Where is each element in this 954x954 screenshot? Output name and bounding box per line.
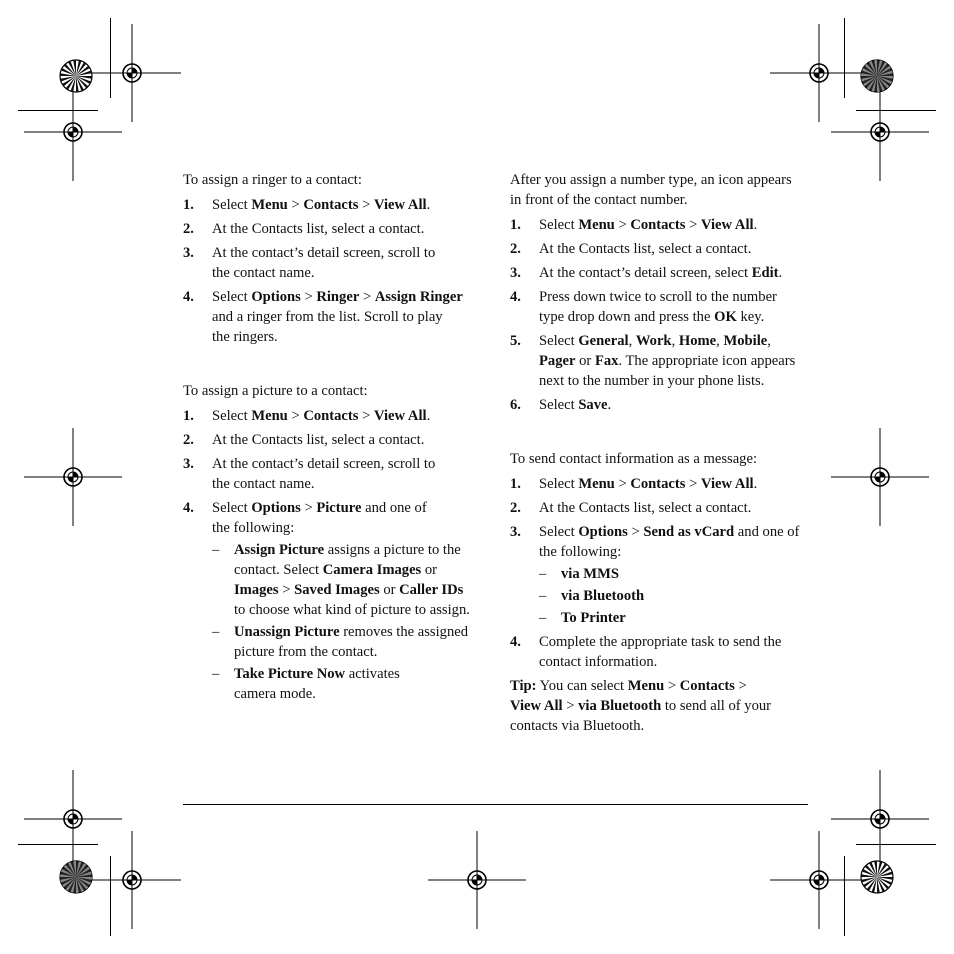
list-item: – via MMS: [539, 566, 619, 582]
list-item: 3. Select Options > Send as vCard and one of the following: – via MMS – via Bluetooth – To Printer: [510, 522, 810, 628]
registration-crosshair-icon: [830, 82, 930, 182]
list-item: 2. At the Contacts list, select a contact.: [183, 221, 425, 237]
registration-crosshair-icon: [23, 427, 123, 527]
picture-intro: To assign a picture to a contact:: [183, 383, 368, 399]
list-item: 1. Select Menu > Contacts > View All.: [183, 408, 431, 424]
ringer-steps: [183, 195, 483, 347]
list-item: 4. Complete the appropriate task to send the contact information.: [510, 634, 782, 670]
list-item: 3. At the contact’s detail screen, scroll to the contact name.: [183, 456, 436, 492]
list-item: 6. Select Save.: [510, 397, 612, 413]
list-item: 4. Select Options > Ringer > Assign Ringer and a ringer from the list. Scroll to play the ringers.: [183, 289, 463, 345]
vcard-steps: [510, 474, 810, 672]
assign-picture-section: [183, 381, 483, 704]
number-type-intro: After you assign a number type, an icon appears in front of the contact number.: [510, 172, 792, 208]
left-column: [183, 170, 483, 708]
vcard-intro: To send contact information as a message:: [510, 451, 757, 467]
list-item: – via Bluetooth: [539, 588, 645, 604]
list-item: 2. At the Contacts list, select a contact.: [183, 432, 425, 448]
ringer-intro: To assign a ringer to a contact:: [183, 172, 362, 188]
list-item: 1. Select Menu > Contacts > View All.: [510, 476, 758, 492]
right-column: [510, 170, 810, 736]
list-item: 1. Select Menu > Contacts > View All.: [183, 197, 431, 213]
list-item: 3. At the contact’s detail screen, select Edit.: [510, 265, 783, 281]
registration-crosshair-icon: [830, 427, 930, 527]
list-item: – Take Picture Now activates camera mode.: [212, 666, 400, 702]
registration-crosshair-icon: [769, 830, 869, 930]
list-item: – Assign Picture assigns a picture to the contact. Select Camera Images or Images > Saved Images or Caller IDs to choose what kind of picture to assign.: [212, 542, 470, 618]
list-item: 1. Select Menu > Contacts > View All.: [510, 217, 758, 233]
registration-crosshair-icon: [427, 830, 527, 930]
starburst-target-icon: [859, 58, 895, 94]
number-type-section: [510, 170, 810, 415]
footer-rule: [183, 804, 808, 805]
list-item: 5. Select General, Work, Home, Mobile, Pager or Fax. The appropriate icon appears next to the number in your phone lists.: [510, 333, 796, 389]
registration-crosshair-icon: [23, 82, 123, 182]
number-type-steps: [510, 215, 810, 415]
list-item: 2. At the Contacts list, select a contact.: [510, 500, 752, 516]
send-vcard-section: [510, 449, 810, 736]
starburst-target-icon: [58, 859, 94, 895]
starburst-target-icon: [58, 58, 94, 94]
list-item: 2. At the Contacts list, select a contact.: [510, 241, 752, 257]
tip-note: Tip: You can select Menu > Contacts > View All > via Bluetooth to send all of your contacts via Bluetooth.: [510, 678, 772, 734]
starburst-target-icon: [859, 859, 895, 895]
picture-options-list: [212, 540, 483, 704]
assign-ringer-section: [183, 170, 483, 347]
list-item: 3. At the contact’s detail screen, scroll to the contact name.: [183, 245, 436, 281]
list-item: – Unassign Picture removes the assigned picture from the contact.: [212, 624, 469, 660]
list-item: – To Printer: [539, 610, 626, 626]
vcard-options-list: [539, 564, 810, 628]
list-item: 4. Select Options > Picture and one of the following: – Assign Picture assigns a picture to the contact. Select Camera Images or Images > Saved Images or Caller IDs to choose what kind of picture to assign. – Unassign Picture removes the assigned picture from the contact. – Take Picture Now activates camera mode.: [183, 498, 483, 704]
registration-crosshair-icon: [82, 830, 182, 930]
picture-steps: [183, 406, 483, 704]
list-item: 4. Press down twice to scroll to the number type drop down and press the OK key.: [510, 289, 777, 325]
